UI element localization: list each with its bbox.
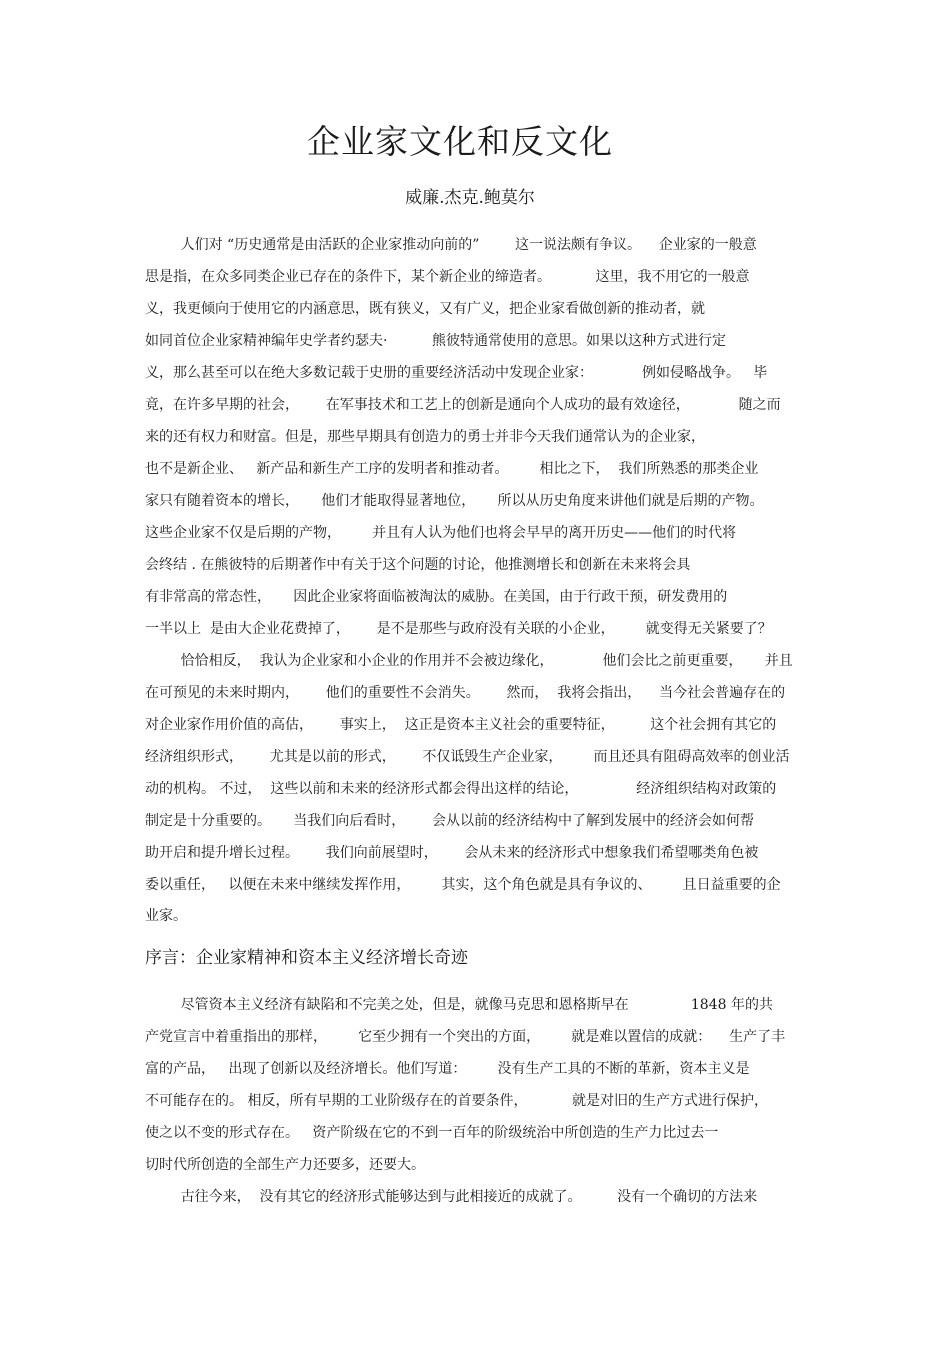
body-line: 来的还有权力和财富。但是，那些早期具有创造力的勇士并非今天我们通常认为的企业家，	[145, 429, 705, 445]
body-line: 古往今来， 没有其它的经济形式能够达到与此相接近的成就了。 没有一个确切的方法来	[145, 1189, 758, 1205]
body-line: 恰恰相反， 我认为企业家和小企业的作用并不会被边缘化， 他们会比之前更重要， 并且	[145, 653, 793, 669]
body-line: 产党宣言中着重指出的那样， 它至少拥有一个突出的方面， 就是难以置信的成就： 生产了丰	[145, 1029, 786, 1045]
body-line: 如同首位企业家精神编年史学者约瑟夫· 熊彼特通常使用的意思。如果以这种方式进行定	[145, 333, 726, 349]
document-author: 威廉.杰克.鲍莫尔	[405, 188, 535, 208]
body-line: 义，我更倾向于使用它的内涵意思，既有狭义，又有广义，把企业家看做创新的推动者，就	[145, 301, 705, 317]
body-line: 切时代所创造的全部生产力还要多，还要大。	[145, 1157, 425, 1173]
body-line: 也不是新企业、 新产品和新生产工序的发明者和推动者。 相比之下， 我们所熟悉的那类企业	[145, 461, 759, 477]
body-line: 思是指，在众多同类企业已存在的条件下，某个新企业的缔造者。 这里，我不用它的一般意	[145, 269, 750, 285]
body-line: 一半以上 是由大企业花费掉了， 是不是那些与政府没有关联的小企业， 就变得无关紧要了？	[145, 621, 772, 637]
body-line: 富的产品， 出现了创新以及经济增长。他们写道： 没有生产工具的不断的革新，资本主义是	[145, 1061, 750, 1077]
body-line: 义，那么甚至可以在绝大多数记载于史册的重要经济活动中发现企业家： 例如侵略战争。 毕	[145, 365, 768, 381]
body-line: 竟，在许多早期的社会， 在军事技术和工艺上的创新是通向个人成功的最有效途径， 随之而	[145, 397, 781, 413]
section-heading: 序言：企业家精神和资本主义经济增长奇迹	[145, 948, 468, 968]
body-line: 有非常高的常态性， 因此企业家将面临被淘汰的威胁。在美国，由于行政干预，研发费用的	[145, 589, 728, 605]
body-line: 尽管资本主义经济有缺陷和不完美之处，但是，就像马克思和恩格斯早在 1848 年的共	[145, 997, 773, 1013]
body-line: 动的机构。 不过， 这些以前和未来的经济形式都会得出这样的结论， 经济组织结构对政策的	[145, 781, 777, 797]
body-line: 对企业家作用价值的高估， 事实上， 这正是资本主义社会的重要特征， 这个社会拥有其它的	[145, 717, 777, 733]
body-line: 助开启和提升增长过程。 我们向前展望时， 会从未来的经济形式中想象我们希望哪类角色被	[145, 845, 759, 861]
document-title: 企业家文化和反文化	[307, 122, 613, 161]
body-line: 人们对 “历史通常是由活跃的企业家推动向前的” 这一说法颇有争议。 企业家的一般意	[145, 237, 757, 253]
body-line: 制定是十分重要的。 当我们向后看时， 会从以前的经济结构中了解到发展中的经济会如何帮	[145, 813, 754, 829]
body-line: 这些企业家不仅是后期的产物， 并且有人认为他们也将会早早的离开历史——他们的时代将	[145, 525, 737, 541]
body-line: 经济组织形式， 尤其是以前的形式， 不仅诋毁生产企业家， 而且还具有阻碍高效率的创业活	[145, 749, 790, 765]
body-line: 家只有随着资本的增长， 他们才能取得显著地位， 所以从历史角度来讲他们就是后期的产物。	[145, 493, 764, 509]
body-line: 使之以不变的形式存在。 资产阶级在它的不到一百年的阶级统治中所创造的生产力比过去一	[145, 1125, 719, 1141]
body-line: 不可能存在的。 相反，所有早期的工业阶级存在的首要条件， 就是对旧的生产方式进行保护，	[145, 1093, 768, 1109]
body-line: 会终结 . 在熊彼特的后期著作中有关于这个问题的讨论，他推测增长和创新在未来将会具	[145, 557, 691, 573]
body-line: 在可预见的未来时期内， 他们的重要性不会消失。 然而， 我将会指出， 当今社会普遍存在的	[145, 685, 786, 701]
body-line: 委以重任， 以便在未来中继续发挥作用， 其实，这个角色就是具有争议的、 且日益重要的企	[145, 877, 781, 893]
body-line: 业家。	[145, 908, 187, 924]
